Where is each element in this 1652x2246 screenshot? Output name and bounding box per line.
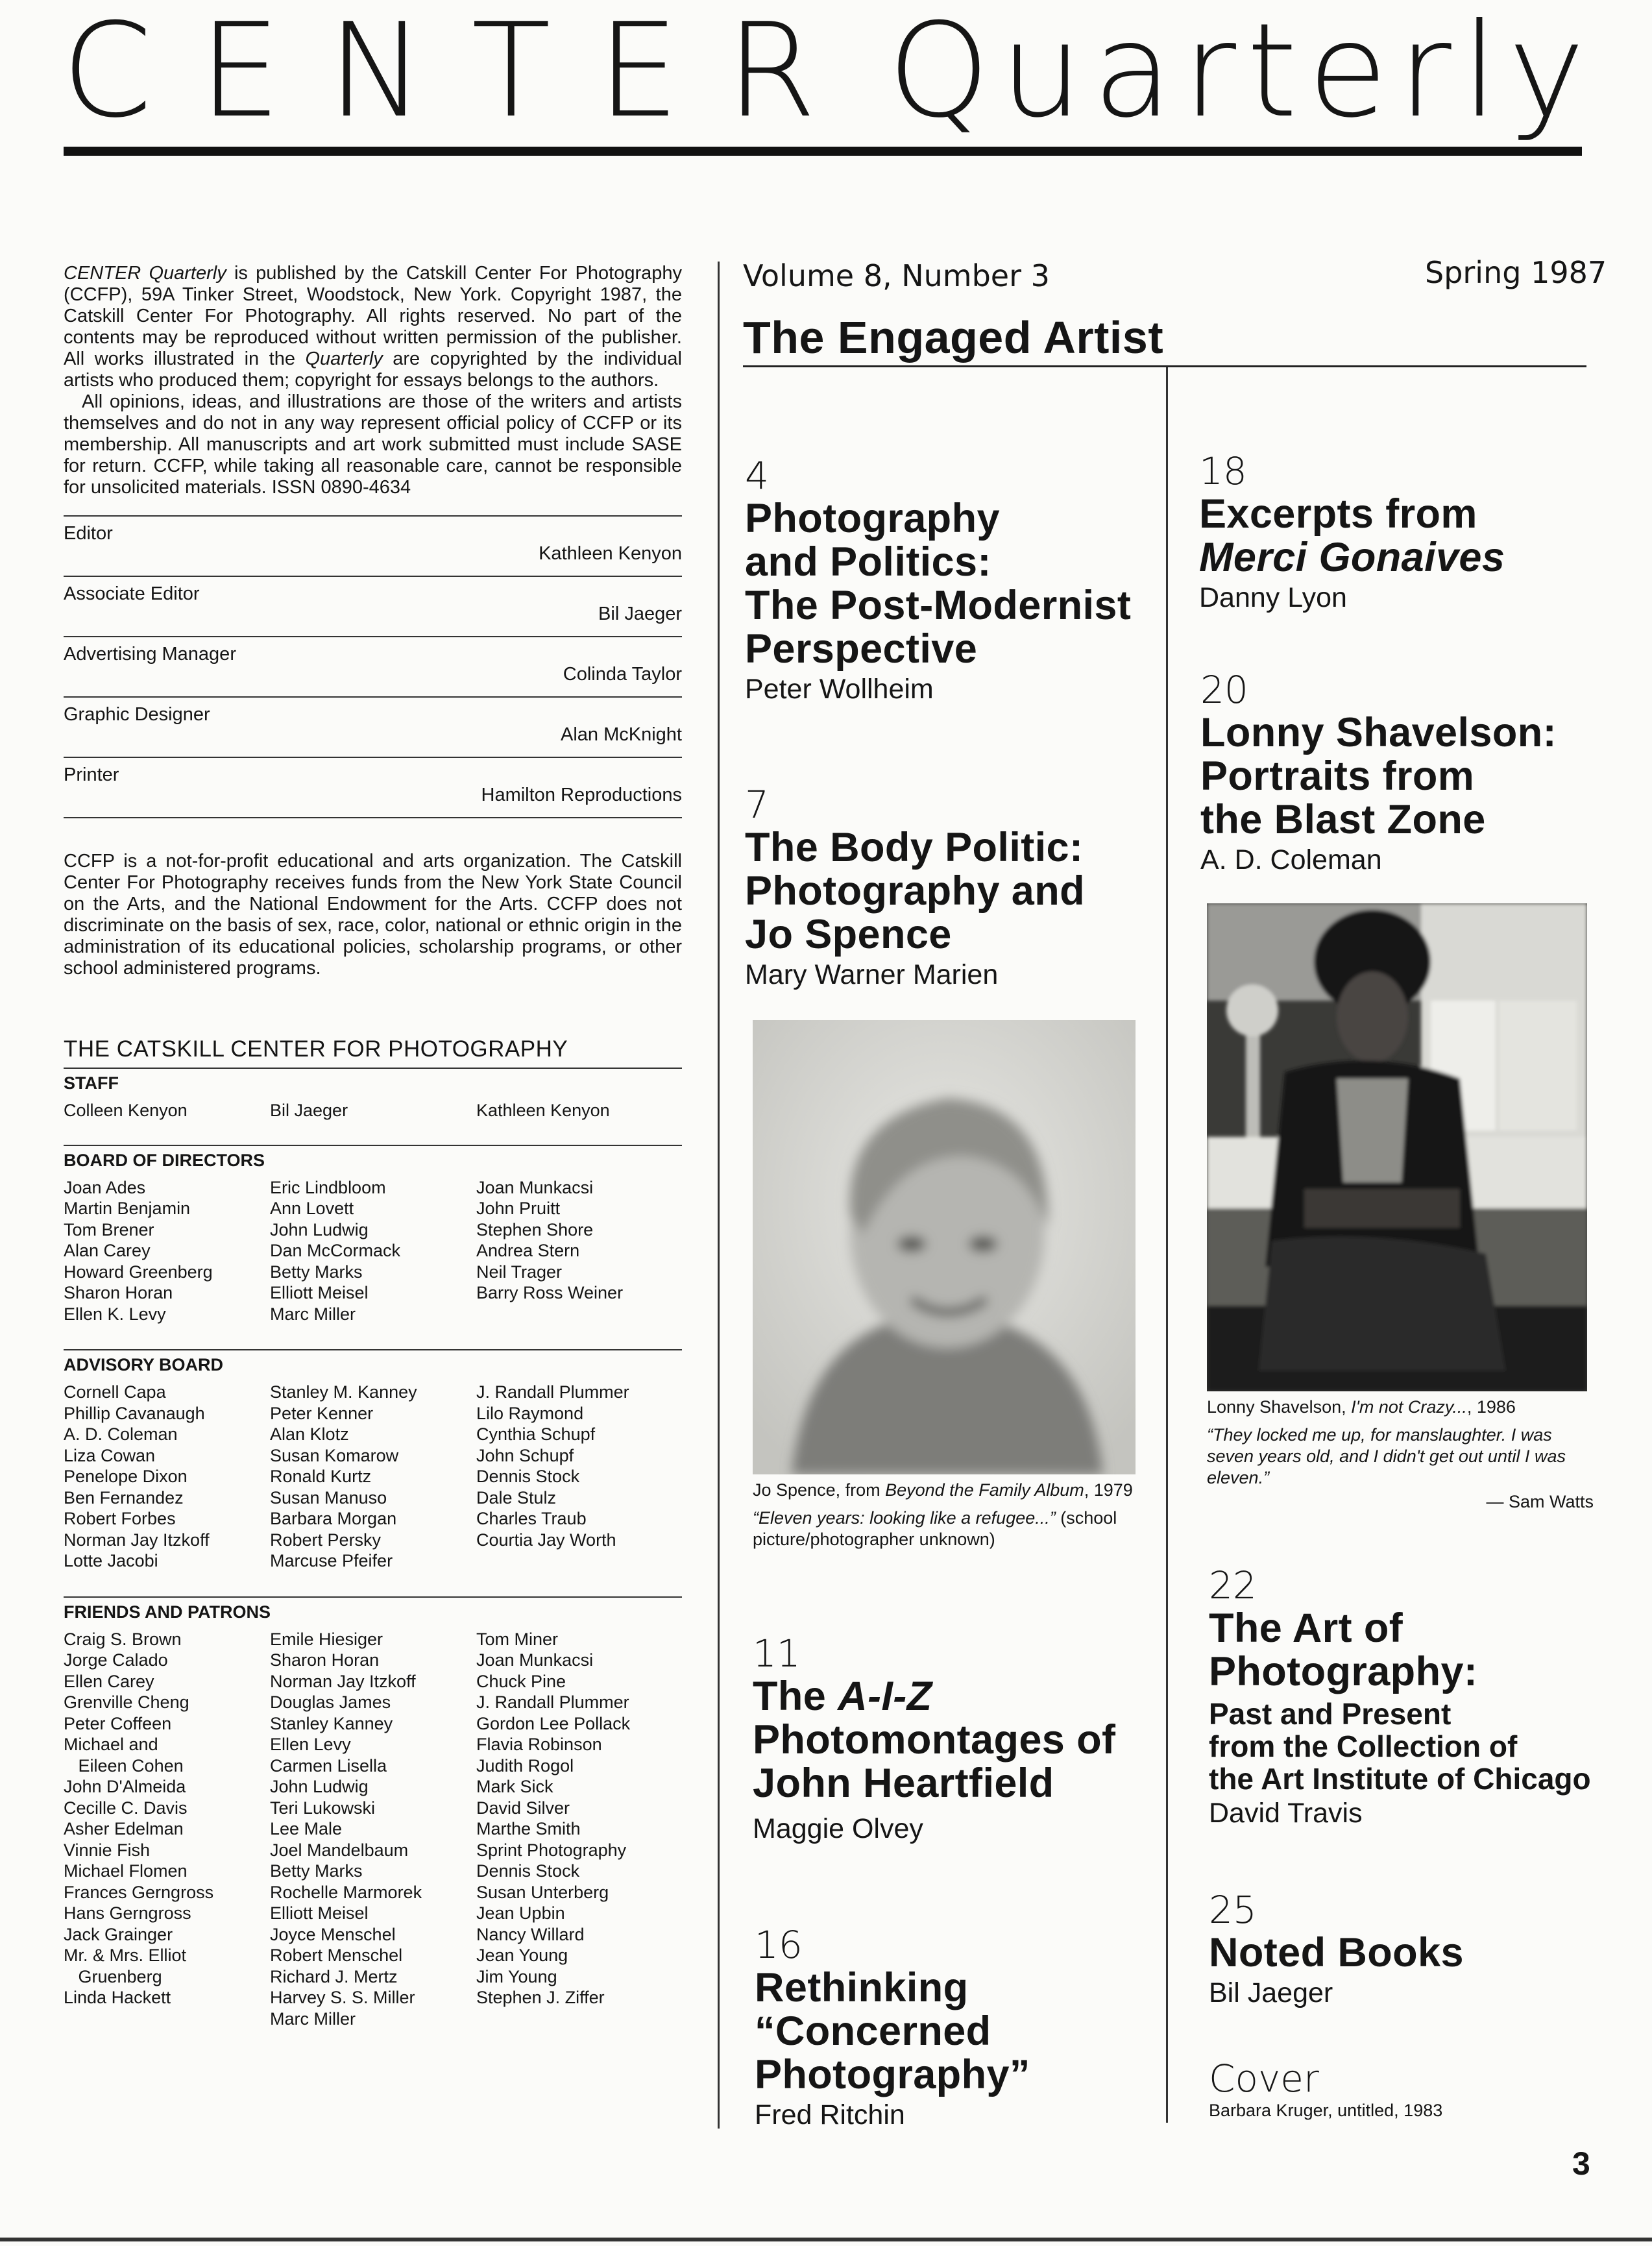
name-item: Ellen Carey: [64, 1671, 154, 1691]
ccfp-statement: CCFP is a not-for-profit educational and arts organization. The Catskill Center For Photography receives funds from the New York State Council on the Arts, and the National Endowment for the Arts. CCFP does not discriminate on the basis of sex, race, color, national or ethnic origin in the administration of its educational policies, scholarship programs, or other school administered programs.: [64, 851, 682, 979]
article-subtitle: the Art Institute of Chicago: [1209, 1762, 1591, 1796]
name-item: Sprint Photography: [476, 1840, 627, 1860]
name-item: Howard Greenberg: [64, 1262, 213, 1282]
caption-quote: “They locked me up, for manslaughter. I was seven years old, and I didn't get out until I was eleven.”: [1207, 1425, 1566, 1487]
page-ref: 22: [1209, 1563, 1257, 1607]
name-item: Courtia Jay Worth: [476, 1530, 616, 1550]
page-ref: 7: [745, 783, 769, 827]
name-item: Chuck Pine: [476, 1671, 566, 1691]
name-item: Richard J. Mertz: [270, 1966, 398, 1986]
name-item: Elliott Meisel: [270, 1903, 369, 1923]
name-item: Lilo Raymond: [476, 1403, 584, 1423]
article-author: David Travis: [1209, 1798, 1363, 1829]
name-item: Ben Fernandez: [64, 1487, 184, 1508]
name-item: Harvey S. S. Miller: [270, 1988, 415, 2007]
publisher-text-b: are copyrighted by the individual artists who produced them; copyright for essays belongs to the authors.: [64, 348, 682, 391]
name-item: Marc Miller: [270, 1304, 356, 1324]
role-name: Kathleen Kenyon: [539, 543, 682, 564]
child-portrait-image: [753, 1020, 1136, 1474]
name-item: Gruenberg: [64, 1966, 162, 1986]
name-item: Marthe Smith: [476, 1819, 581, 1838]
page-ref: 25: [1209, 1888, 1257, 1932]
name-item: Marc Miller: [270, 2008, 356, 2029]
name-item: Carmen Lisella: [270, 1755, 387, 1776]
name-item: Elliott Meisel: [270, 1283, 369, 1302]
role-name: Alan McKnight: [561, 724, 682, 745]
advisory-rule: [64, 1349, 682, 1350]
role-name: Colinda Taylor: [563, 664, 682, 685]
article-title: Photography and: [745, 868, 1085, 914]
name-item: Sharon Horan: [270, 1650, 380, 1670]
role-title: Editor: [64, 523, 113, 544]
name-item: Flavia Robinson: [476, 1735, 602, 1754]
page-ref: 20: [1200, 668, 1248, 712]
staff-rule: [64, 1068, 682, 1069]
name-item: Stephen Shore: [476, 1219, 594, 1239]
article-title: Jo Spence: [745, 912, 952, 957]
staff-masthead-list: [64, 515, 682, 817]
page-number: 3: [1572, 2145, 1590, 2182]
article-title: Portraits from: [1200, 753, 1475, 799]
name-item: Susan Unterberg: [476, 1882, 609, 1902]
name-item: Phillip Cavanaugh: [64, 1403, 205, 1423]
name-item: Andrea Stern: [476, 1241, 580, 1260]
name-item: Bil Jaeger: [270, 1101, 348, 1120]
name-item: Eric Lindbloom: [270, 1177, 386, 1197]
article-author: Peter Wollheim: [745, 674, 934, 705]
name-item: J. Randall Plummer: [476, 1382, 629, 1402]
name-item: Alan Carey: [64, 1241, 151, 1260]
caption-credit: [1207, 1397, 1596, 1418]
page-ref: 4: [745, 454, 769, 498]
name-item: Cecille C. Davis: [64, 1798, 188, 1818]
name-item: Judith Rogol: [476, 1755, 574, 1776]
name-item: Betty Marks: [270, 1861, 363, 1881]
toc-entry-22[interactable]: [1209, 1564, 1591, 1831]
caption-year: , 1986: [1466, 1397, 1516, 1417]
cover-credit: Barbara Kruger, untitled, 1983: [1209, 2101, 1443, 2120]
caption-artist: Lonny Shavelson,: [1207, 1397, 1352, 1417]
article-title: Noted Books: [1209, 1930, 1464, 1975]
article-title: The Art of: [1209, 1605, 1403, 1651]
name-item: Jean Young: [476, 1946, 568, 1965]
name-item: Craig S. Brown: [64, 1629, 182, 1649]
role-advertising-manager: [64, 636, 682, 696]
name-item: John Ludwig: [270, 1777, 369, 1796]
name-item: Joan Munkacsi: [476, 1177, 594, 1197]
name-item: Stanley Kanney: [270, 1713, 393, 1733]
caption-quote: [753, 1508, 1142, 1550]
name-item: Penelope Dixon: [64, 1467, 188, 1486]
name-item: Marcuse Pfeifer: [270, 1551, 393, 1570]
article-title: Excerpts from: [1199, 491, 1477, 537]
publication-short-name: Quarterly: [305, 348, 383, 369]
article-author: Danny Lyon: [1199, 582, 1347, 613]
name-item: Joyce Menschel: [270, 1924, 396, 1944]
name-item: Peter Coffeen: [64, 1713, 172, 1733]
name-item: Linda Hackett: [64, 1988, 171, 2007]
toc-entry-20[interactable]: [1200, 668, 1557, 878]
name-item: Hans Gerngross: [64, 1903, 191, 1923]
page-ref: 16: [755, 1923, 803, 1967]
name-item: Norman Jay Itzkoff: [270, 1671, 416, 1691]
toc-entry-cover[interactable]: [1209, 2057, 1442, 2121]
name-item: Rochelle Marmorek: [270, 1882, 422, 1902]
name-item: Emile Hiesiger: [270, 1629, 383, 1649]
opinions-statement: All opinions, ideas, and illustrations are those of the writers and artists themselves and do not in any way represent official policy of CCFP or its membership. All manuscripts and art work submitted must include SASE for return. CCFP, while taking all reasonable care, cannot be responsible for unsolicited materials. ISSN 0890-4634: [64, 391, 682, 498]
name-item: Vinnie Fish: [64, 1840, 151, 1860]
toc-entry-4[interactable]: [745, 454, 1131, 707]
name-item: Robert Forbes: [64, 1509, 176, 1528]
article-title: Perspective: [745, 626, 978, 672]
name-item: Joel Mandelbaum: [270, 1840, 409, 1860]
role-name: Hamilton Reproductions: [481, 785, 682, 805]
name-item: Stanley M. Kanney: [270, 1382, 417, 1402]
name-item: Ellen Levy: [270, 1735, 351, 1754]
role-title: Advertising Manager: [64, 644, 236, 665]
toc-entry-7[interactable]: [745, 783, 1085, 993]
name-item: Nancy Willard: [476, 1924, 585, 1944]
masthead: [62, 0, 1596, 147]
name-item: Dennis Stock: [476, 1861, 580, 1881]
article-title: and Politics:: [745, 539, 991, 585]
role-title: Graphic Designer: [64, 704, 210, 725]
caption-attribution: — Sam Watts: [1486, 1492, 1594, 1511]
article-title: the Blast Zone: [1200, 797, 1486, 842]
name-item: Tom Miner: [476, 1629, 559, 1649]
article-title: Photomontages of: [753, 1717, 1116, 1763]
issue-season: Spring 1987: [1425, 255, 1607, 290]
article-title: Photography: [745, 496, 1000, 541]
toc-entry-25[interactable]: [1209, 1888, 1464, 2011]
name-item: Robert Persky: [270, 1530, 382, 1550]
article-title: Photography”: [755, 2052, 1030, 2097]
article-author: Mary Warner Marien: [745, 959, 999, 990]
name-item: Peter Kenner: [270, 1403, 374, 1423]
masthead-quarterly: Quarterly: [888, 0, 1596, 147]
caption-work: Beyond the Family Album: [885, 1480, 1084, 1500]
issue-theme: The Engaged Artist: [743, 312, 1164, 363]
article-title: [753, 1675, 1115, 1718]
name-item: Neil Trager: [476, 1262, 563, 1282]
name-item: Robert Menschel: [270, 1946, 403, 1965]
name-item: Barry Ross Weiner: [476, 1283, 624, 1302]
article-author: Maggie Olvey: [753, 1813, 923, 1844]
masthead-center: CENTER: [62, 0, 864, 147]
name-item: Michael and: [64, 1735, 158, 1754]
article-author: A. D. Coleman: [1200, 844, 1382, 875]
name-item: Ellen K. Levy: [64, 1304, 166, 1324]
name-item: John Schupf: [476, 1445, 574, 1465]
name-item: Tom Brener: [64, 1219, 154, 1239]
name-item: Charles Traub: [476, 1509, 587, 1528]
name-item: Cynthia Schupf: [476, 1424, 596, 1444]
staff-names: [64, 1100, 682, 1121]
friends-rule: [64, 1596, 682, 1598]
caption-artist: Jo Spence, from: [753, 1480, 886, 1500]
caption-quote-text: “Eleven years: looking like a refugee...”: [753, 1508, 1056, 1528]
seated-man-portrait-image: [1207, 903, 1587, 1391]
title-part-italic: A-I-Z: [838, 1674, 932, 1719]
page-ref: 11: [753, 1631, 801, 1676]
friends-heading: FRIENDS AND PATRONS: [64, 1602, 271, 1622]
left-column: [64, 263, 682, 2029]
name-item: Alan Klotz: [270, 1424, 349, 1444]
role-graphic-designer: [64, 696, 682, 757]
name-item: [476, 2008, 682, 2030]
name-item: Cornell Capa: [64, 1382, 166, 1402]
caption-lonny-shavelson: [1207, 1397, 1596, 1513]
toc-entry-18[interactable]: [1199, 450, 1505, 616]
article-title: The Post-Modernist: [745, 583, 1132, 628]
cover-label: Cover: [1209, 2057, 1319, 2101]
article-title: “Concerned: [755, 2008, 991, 2054]
board-heading: BOARD OF DIRECTORS: [64, 1150, 265, 1170]
name-item: Liza Cowan: [64, 1445, 156, 1465]
article-title: Lonny Shavelson:: [1200, 710, 1557, 755]
article-title: John Heartfield: [753, 1761, 1054, 1806]
name-item: [476, 1304, 682, 1325]
caption-quote-source: (school picture/photographer unknown): [753, 1508, 1117, 1549]
board-names: [64, 1177, 682, 1325]
caption-work: I'm not Crazy...: [1351, 1397, 1467, 1417]
name-item: Dennis Stock: [476, 1467, 580, 1486]
name-item: Lee Male: [270, 1819, 343, 1838]
advisory-names: [64, 1382, 682, 1572]
organization-title: THE CATSKILL CENTER FOR PHOTOGRAPHY: [64, 1036, 568, 1062]
name-item: David Silver: [476, 1798, 570, 1818]
ccfp-statement-block: [64, 817, 682, 979]
publisher-statement: [64, 263, 682, 391]
name-item: Kathleen Kenyon: [476, 1101, 610, 1120]
publisher-text-a: is published by the Catskill Center For Photography (CCFP), 59A Tinker Street, Woodstock, New York. Copyright 1987, the Catskill Center For Photography. All rights reserved. No part of the contents may be reproduced without written permission of the publisher. All works illustrated in the: [64, 263, 682, 369]
caption-credit: [753, 1480, 1142, 1501]
name-item: Jorge Calado: [64, 1650, 168, 1670]
role-name: Bil Jaeger: [598, 604, 682, 624]
name-item: Joan Munkacsi: [476, 1650, 594, 1670]
photo-lonny-shavelson: [1207, 903, 1587, 1391]
toc-entry-11[interactable]: [753, 1632, 1115, 1847]
name-item: Jack Grainger: [64, 1924, 173, 1944]
name-item: [476, 1550, 682, 1572]
name-item: Ann Lovett: [270, 1199, 354, 1218]
name-item: Ronald Kurtz: [270, 1467, 372, 1486]
role-title: Associate Editor: [64, 583, 200, 604]
article-author: Bil Jaeger: [1209, 1977, 1333, 2008]
article-subtitle: from the Collection of: [1209, 1729, 1518, 1763]
toc-entry-16[interactable]: [755, 1923, 1030, 2133]
article-author: Fred Ritchin: [755, 2099, 905, 2130]
name-item: Sharon Horan: [64, 1283, 173, 1302]
name-item: Frances Gerngross: [64, 1882, 214, 1902]
page-bottom-edge: [0, 2238, 1652, 2241]
article-title: Rethinking: [755, 1965, 969, 2010]
name-item: Dan McCormack: [270, 1241, 401, 1260]
column-divider: [718, 262, 720, 2129]
article-subtitle: Past and Present: [1209, 1697, 1452, 1731]
name-item: Susan Manuso: [270, 1487, 387, 1508]
name-item: Grenville Cheng: [64, 1692, 189, 1712]
masthead-rule: [64, 147, 1582, 156]
name-item: Colleen Kenyon: [64, 1101, 188, 1120]
name-item: Stephen J. Ziffer: [476, 1988, 605, 2007]
article-title: Merci Gonaives: [1199, 535, 1505, 580]
name-item: Joan Ades: [64, 1177, 146, 1197]
volume-number: Volume 8, Number 3: [743, 258, 1050, 293]
role-editor: [64, 515, 682, 576]
name-item: Michael Flomen: [64, 1861, 188, 1881]
title-part: The: [753, 1674, 838, 1719]
staff-heading: STAFF: [64, 1073, 119, 1093]
board-rule: [64, 1145, 682, 1146]
article-title: The Body Politic:: [745, 825, 1084, 870]
name-item: Eileen Cohen: [64, 1755, 184, 1776]
caption-jo-spence: [753, 1480, 1142, 1550]
role-printer: [64, 757, 682, 817]
article-title: Photography:: [1209, 1649, 1478, 1694]
name-item: Lotte Jacobi: [64, 1551, 158, 1570]
role-associate-editor: [64, 576, 682, 636]
advisory-heading: ADVISORY BOARD: [64, 1355, 224, 1374]
name-item: John D'Almeida: [64, 1777, 186, 1796]
contents-divider: [1166, 367, 1168, 2123]
name-item: Susan Komarow: [270, 1445, 399, 1465]
name-item: A. D. Coleman: [64, 1424, 178, 1444]
name-item: [64, 2008, 270, 2030]
publication-name: CENTER Quarterly: [64, 263, 226, 284]
name-item: Jim Young: [476, 1966, 557, 1986]
name-item: Norman Jay Itzkoff: [64, 1530, 210, 1550]
name-item: Teri Lukowski: [270, 1798, 376, 1818]
name-item: Mark Sick: [476, 1777, 553, 1796]
name-item: Jean Upbin: [476, 1903, 565, 1923]
name-item: Martin Benjamin: [64, 1199, 191, 1218]
contents-rule: [743, 365, 1586, 367]
page-ref: 18: [1199, 449, 1247, 493]
name-item: Dale Stulz: [476, 1487, 557, 1508]
name-item: John Pruitt: [476, 1199, 561, 1218]
name-item: J. Randall Plummer: [476, 1692, 629, 1712]
name-item: Gordon Lee Pollack: [476, 1713, 631, 1733]
caption-year: , 1979: [1084, 1480, 1133, 1500]
name-item: Barbara Morgan: [270, 1509, 397, 1528]
name-item: Douglas James: [270, 1692, 391, 1712]
role-title: Printer: [64, 764, 119, 785]
name-item: Mr. & Mrs. Elliot: [64, 1946, 187, 1965]
name-item: Betty Marks: [270, 1262, 363, 1282]
name-item: John Ludwig: [270, 1219, 369, 1239]
friends-names: [64, 1629, 682, 2030]
photo-jo-spence: [753, 1020, 1136, 1474]
name-item: Asher Edelman: [64, 1819, 184, 1838]
